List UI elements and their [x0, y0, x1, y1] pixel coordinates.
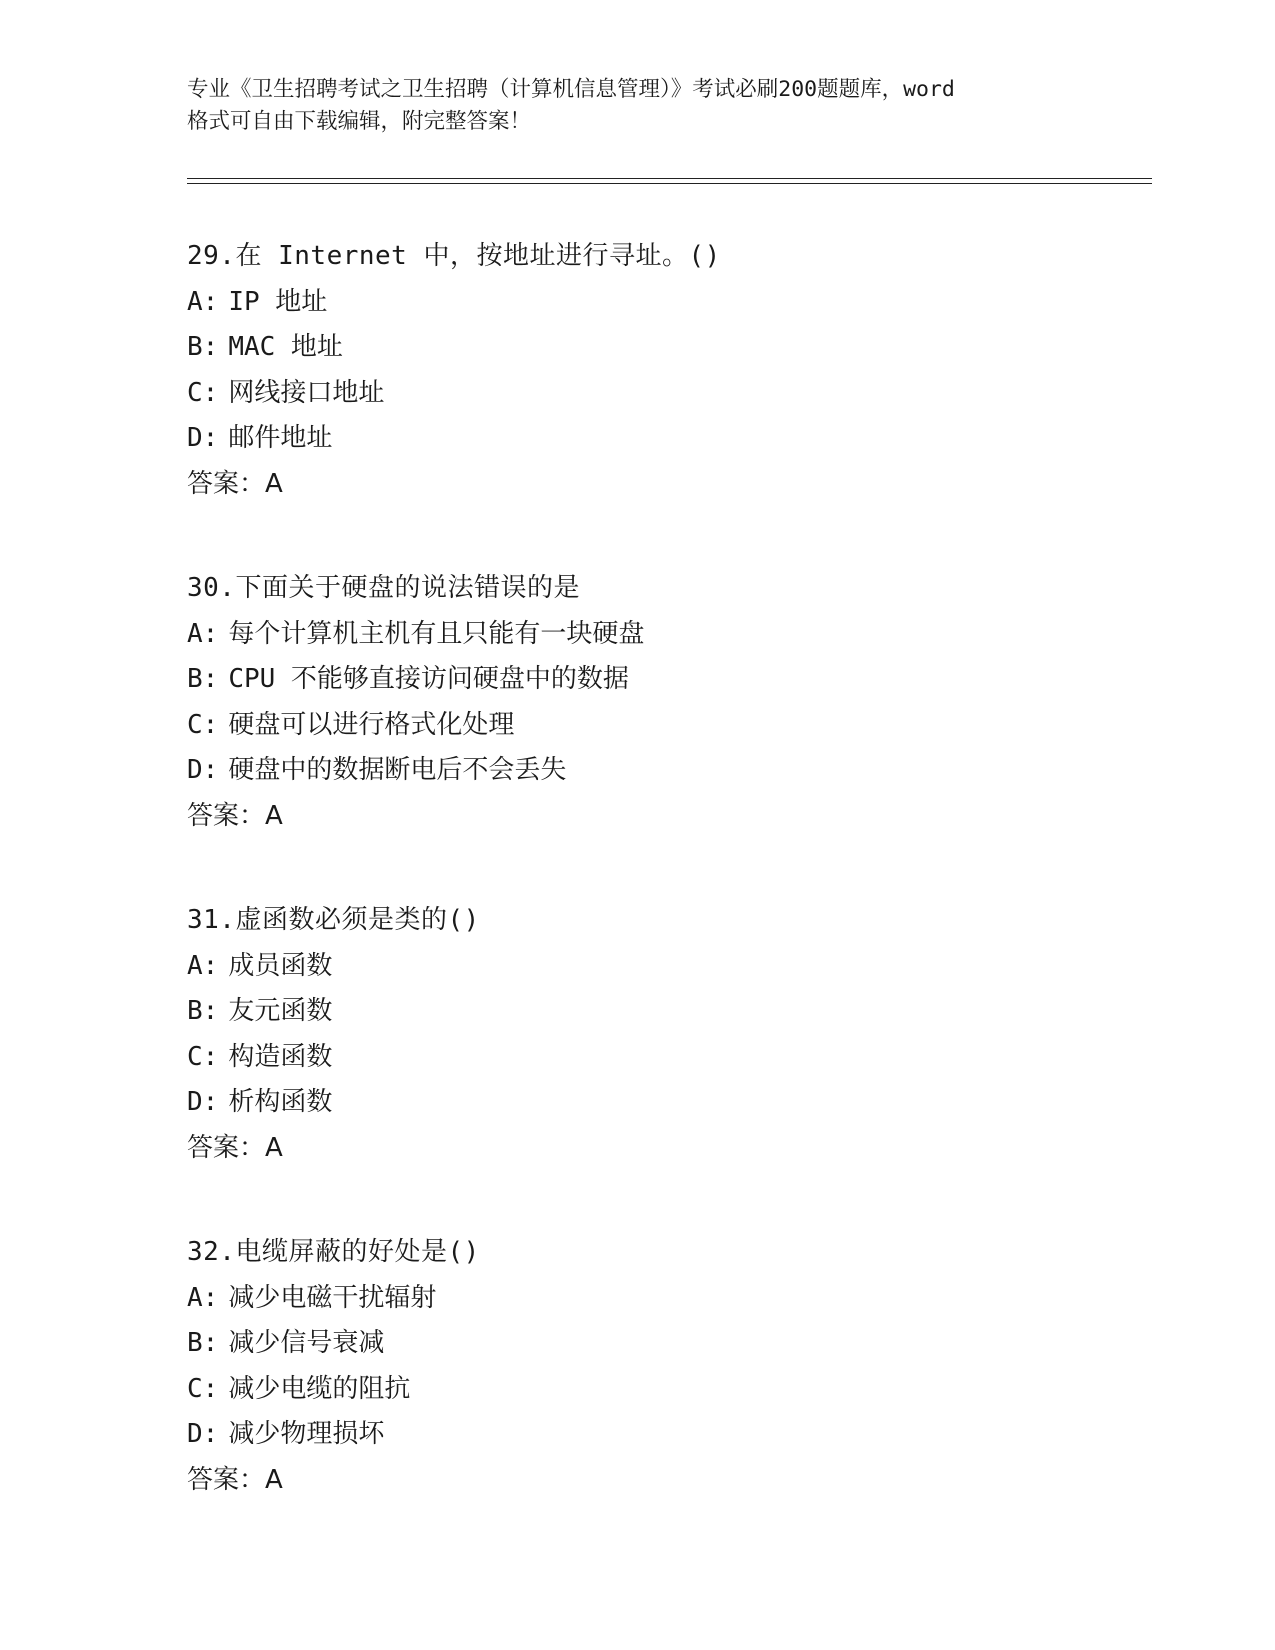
option-c	[187, 371, 1147, 417]
option-text: 网线接口地址	[228, 377, 385, 408]
option-b	[187, 325, 1147, 371]
option-d	[187, 1412, 1147, 1458]
option-key: C:	[187, 377, 219, 408]
answer: 答案：A	[187, 800, 283, 831]
option-a	[187, 1276, 1147, 1322]
option-text: 减少电磁干扰辐射	[228, 1282, 437, 1313]
option-text: 减少物理损坏	[228, 1419, 385, 1449]
header-divider-bottom	[187, 183, 1152, 184]
option-text: 构造函数	[228, 1041, 333, 1072]
option-key: A:	[187, 618, 219, 649]
option-key: D:	[187, 423, 219, 453]
option-d	[187, 416, 1147, 462]
option-key: B:	[187, 332, 219, 362]
question-stem: 29.在 Internet 中，按地址进行寻址。()	[187, 241, 721, 271]
question-29	[187, 234, 1147, 507]
option-b	[187, 657, 1147, 703]
option-key: D:	[187, 1087, 219, 1117]
option-text: 成员函数	[228, 950, 333, 981]
option-d	[187, 748, 1147, 794]
document-header	[187, 74, 1087, 138]
option-text: 硬盘可以进行格式化处理	[228, 709, 515, 740]
option-c	[187, 703, 1147, 749]
option-key: A:	[187, 1282, 219, 1313]
option-key: B:	[187, 1328, 219, 1358]
header-divider-top	[187, 178, 1152, 179]
option-key: B:	[187, 664, 219, 694]
option-key: C:	[187, 1041, 219, 1072]
option-text: 硬盘中的数据断电后不会丢失	[228, 755, 567, 785]
option-text: 每个计算机主机有且只能有一块硬盘	[228, 618, 645, 649]
question-32	[187, 1230, 1147, 1503]
question-spacer	[187, 507, 1147, 566]
option-key: A:	[187, 286, 219, 317]
option-key: D:	[187, 755, 219, 785]
option-text: 减少电缆的阻抗	[228, 1373, 411, 1404]
question-spacer	[187, 839, 1147, 898]
answer: 答案：A	[187, 1464, 283, 1495]
option-key: C:	[187, 709, 219, 740]
option-text: 析构函数	[228, 1087, 333, 1117]
option-text: 减少信号衰减	[228, 1328, 385, 1358]
question-31	[187, 898, 1147, 1171]
option-a	[187, 612, 1147, 658]
option-c	[187, 1035, 1147, 1081]
header-line-2: 格式可自由下载编辑，附完整答案！	[187, 109, 532, 134]
option-c	[187, 1367, 1147, 1413]
question-30	[187, 566, 1147, 839]
option-d	[187, 1080, 1147, 1126]
question-spacer	[187, 1171, 1147, 1230]
option-text: MAC 地址	[228, 332, 343, 362]
answer: 答案：A	[187, 1132, 283, 1163]
question-stem: 31.虚函数必须是类的()	[187, 905, 480, 935]
question-stem: 30.下面关于硬盘的说法错误的是	[187, 573, 580, 603]
question-stem: 32.电缆屏蔽的好处是()	[187, 1237, 480, 1267]
option-a	[187, 944, 1147, 990]
option-key: B:	[187, 996, 219, 1026]
option-key: A:	[187, 950, 219, 981]
answer: 答案：A	[187, 468, 283, 499]
option-text: 友元函数	[228, 996, 333, 1026]
option-text: CPU 不能够直接访问硬盘中的数据	[228, 664, 629, 694]
option-a	[187, 280, 1147, 326]
question-list	[187, 234, 1147, 1503]
option-key: D:	[187, 1419, 219, 1449]
header-line-1: 专业《卫生招聘考试之卫生招聘（计算机信息管理）》考试必刷200题题库，word	[187, 77, 955, 102]
option-text: IP 地址	[228, 286, 328, 317]
option-b	[187, 989, 1147, 1035]
option-key: C:	[187, 1373, 219, 1404]
option-b	[187, 1321, 1147, 1367]
option-text: 邮件地址	[228, 423, 333, 453]
